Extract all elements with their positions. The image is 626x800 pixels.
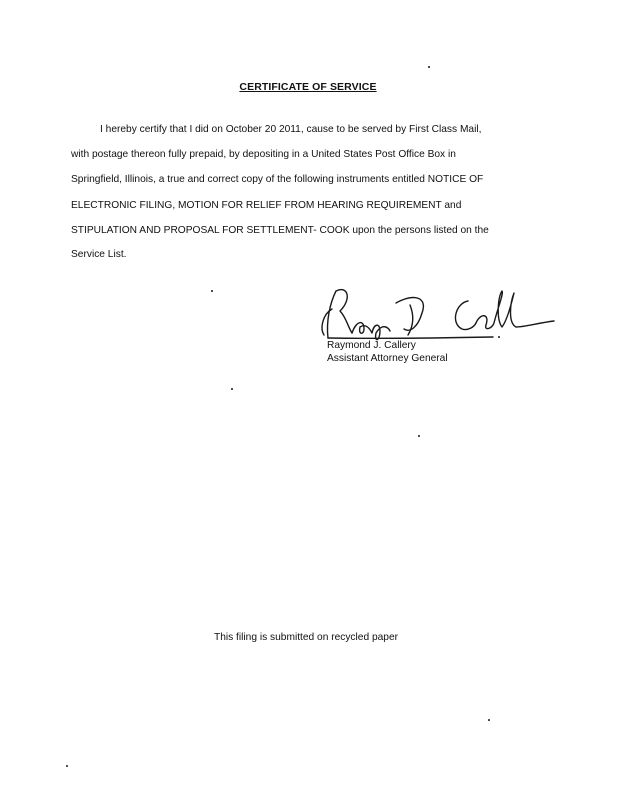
document-title: CERTIFICATE OF SERVICE xyxy=(239,81,377,93)
scan-speck xyxy=(488,719,490,721)
scan-speck xyxy=(418,435,420,437)
scan-speck xyxy=(211,290,213,292)
body-line-6: Service List. xyxy=(71,249,127,260)
body-line-5: STIPULATION AND PROPOSAL FOR SETTLEMENT- COOK upon the persons listed on the xyxy=(71,225,489,236)
scan-speck xyxy=(231,388,233,390)
body-line-2: with postage thereon fully prepaid, by depositing in a United States Post Office Box in xyxy=(71,149,456,160)
scan-speck xyxy=(498,336,500,338)
handwritten-signature xyxy=(318,283,558,345)
body-line-3: Springfield, Illinois, a true and correct copy of the following instruments entitled NOTICE OF xyxy=(71,174,484,185)
signatory-name: Raymond J. Callery xyxy=(327,340,416,351)
recycled-paper-footer: This filing is submitted on recycled paper xyxy=(213,632,399,643)
scan-speck xyxy=(66,765,68,767)
signatory-title: Assistant Attorney General xyxy=(327,353,448,364)
body-line-4: ELECTRONIC FILING, MOTION FOR RELIEF FROM HEARING REQUIREMENT and xyxy=(71,200,462,211)
scan-speck xyxy=(428,66,430,68)
body-line-1: I hereby certify that I did on October 20 2011, cause to be served by First Class Mail, xyxy=(100,124,482,135)
